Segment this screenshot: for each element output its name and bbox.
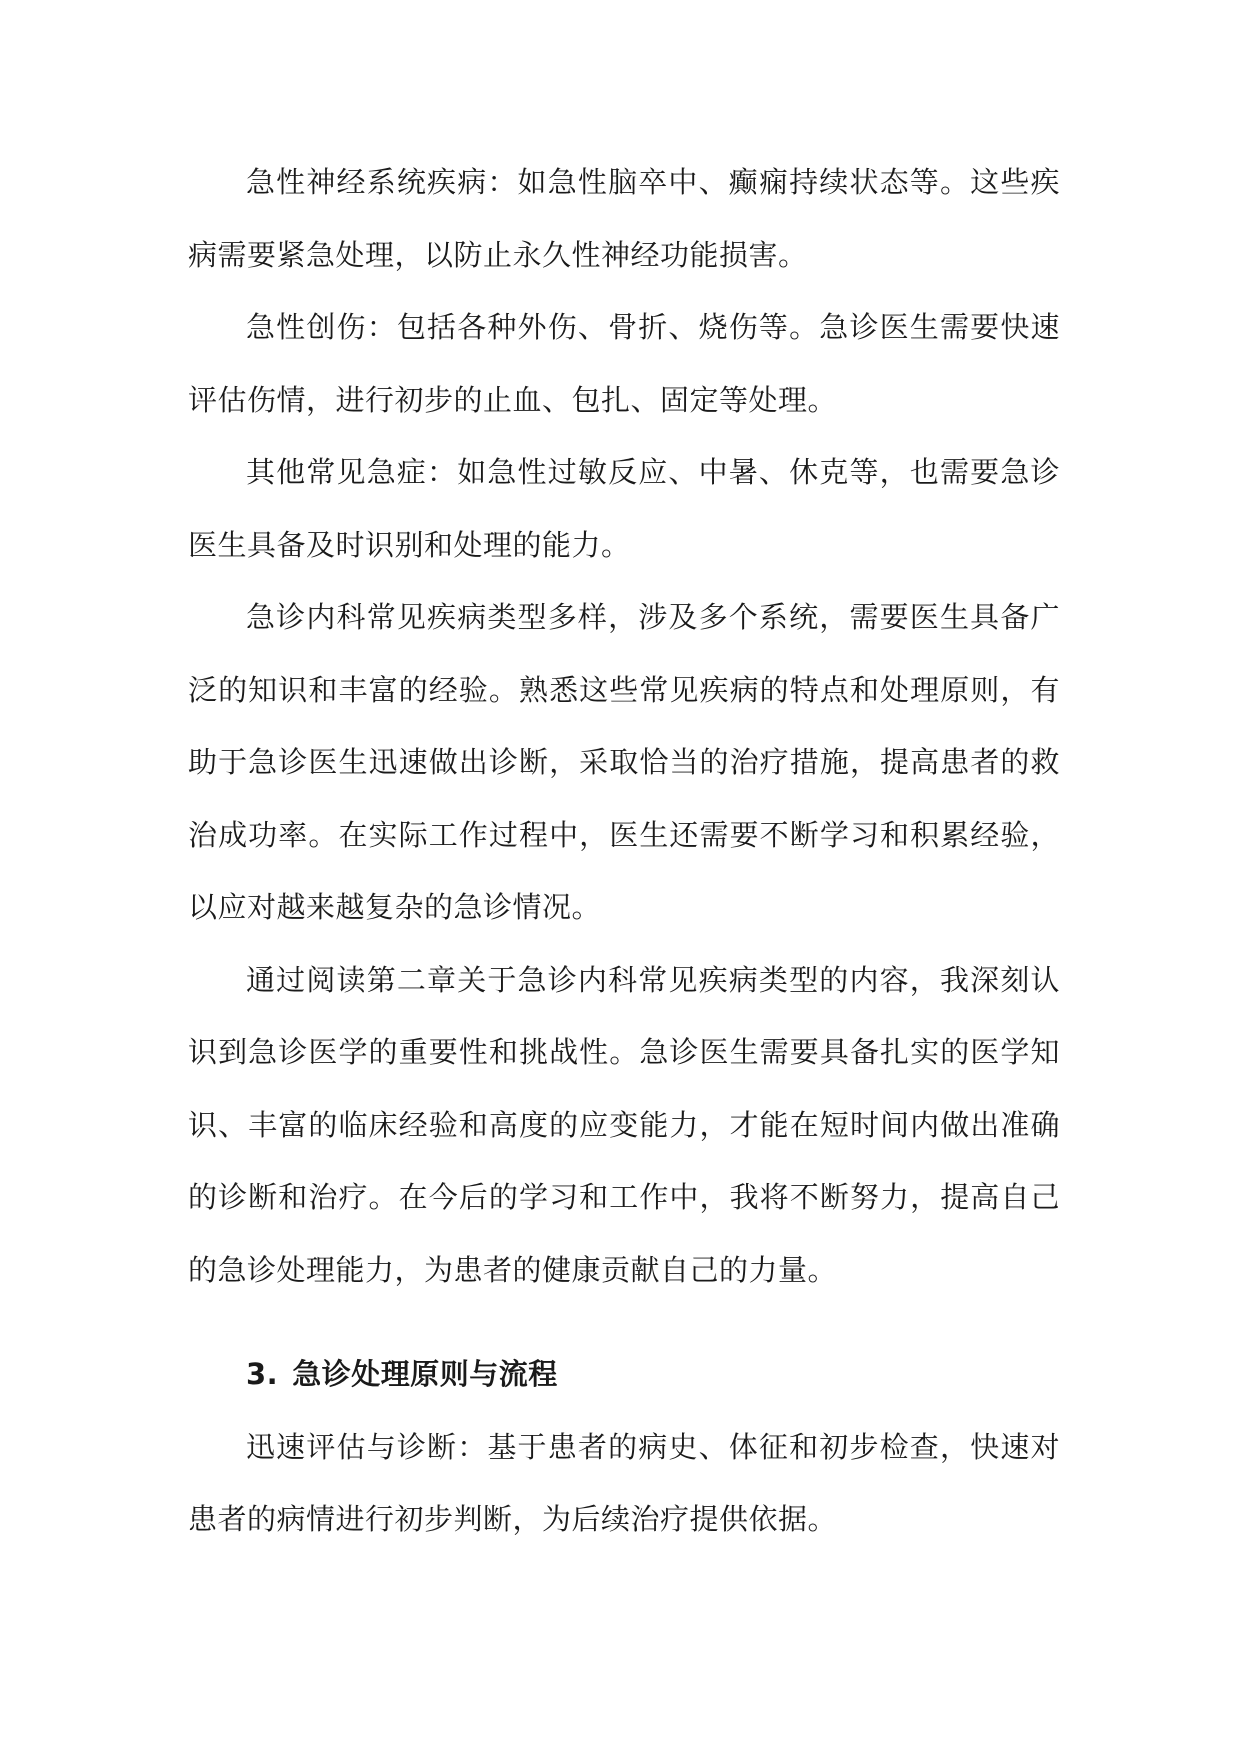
paragraph-summary: 急诊内科常见疾病类型多样，涉及多个系统，需要医生具备广泛的知识和丰富的经验。熟悉这些常见疾病的特点和处理原则，有助于急诊医生迅速做出诊断，采取恰当的治疗措施，提高患者的救治成功率。在实际工作过程中，医生还需要不断学习和积累经验，以应对越来越复杂的急诊情况。 bbox=[188, 600, 1060, 924]
paragraph-assessment: 迅速评估与诊断：基于患者的病史、体征和初步检查，快速对患者的病情进行初步判断，为后续治疗提供依据。 bbox=[188, 1429, 1060, 1536]
section-number: 3. bbox=[246, 1357, 279, 1391]
paragraph-other-emergencies: 其他常见急症：如急性过敏反应、中暑、休克等，也需要急诊医生具备及时识别和处理的能力。 bbox=[188, 455, 1060, 562]
paragraph-neurological: 急性神经系统疾病：如急性脑卒中、癫痫持续状态等。这些疾病需要紧急处理，以防止永久性神经功能损害。 bbox=[188, 165, 1060, 272]
section-title: 急诊处理原则与流程 bbox=[292, 1357, 558, 1391]
paragraph-trauma: 急性创伤：包括各种外伤、骨折、烧伤等。急诊医生需要快速评估伤情，进行初步的止血、包扎、固定等处理。 bbox=[188, 310, 1060, 417]
document-body bbox=[188, 146, 1060, 1556]
section-heading bbox=[188, 1338, 1060, 1411]
paragraph-reflection: 通过阅读第二章关于急诊内科常见疾病类型的内容，我深刻认识到急诊医学的重要性和挑战性。急诊医生需要具备扎实的医学知识、丰富的临床经验和高度的应变能力，才能在短时间内做出准确的诊断和治疗。在今后的学习和工作中，我将不断努力，提高自己的急诊处理能力，为患者的健康贡献自己的力量。 bbox=[188, 962, 1060, 1287]
